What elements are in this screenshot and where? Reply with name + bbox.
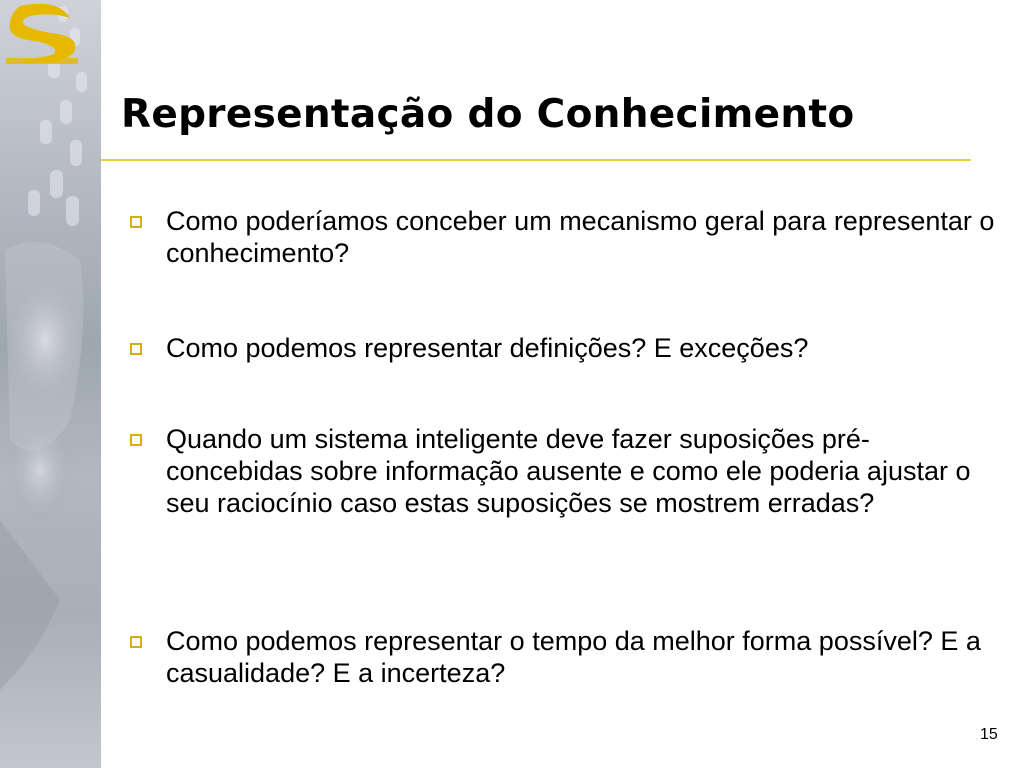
logo-icon: [0, 0, 84, 70]
decorative-side-panel: [0, 0, 101, 768]
square-bullet-icon: [130, 434, 142, 446]
page-number: 15: [980, 726, 998, 743]
slide-title: Representação do Conhecimento: [121, 92, 855, 137]
title-divider: [101, 159, 971, 161]
sculpture-image: [0, 0, 101, 768]
bullet-text: Como podemos representar o tempo da melhor forma possível? E a casualidade? E a incerteza?: [166, 626, 981, 688]
bullet-text: Como podemos representar definições? E exceções?: [166, 333, 809, 363]
square-bullet-icon: [130, 216, 142, 228]
bullet-text: Como poderíamos conceber um mecanismo geral para representar o conhecimento?: [166, 206, 995, 268]
bullet-text: Quando um sistema inteligente deve fazer suposições pré-concebidas sobre informação ausente e como ele poderia ajustar o seu raciocínio caso estas suposições se mostrem erradas?: [166, 424, 971, 518]
square-bullet-icon: [130, 343, 142, 355]
square-bullet-icon: [130, 636, 142, 648]
